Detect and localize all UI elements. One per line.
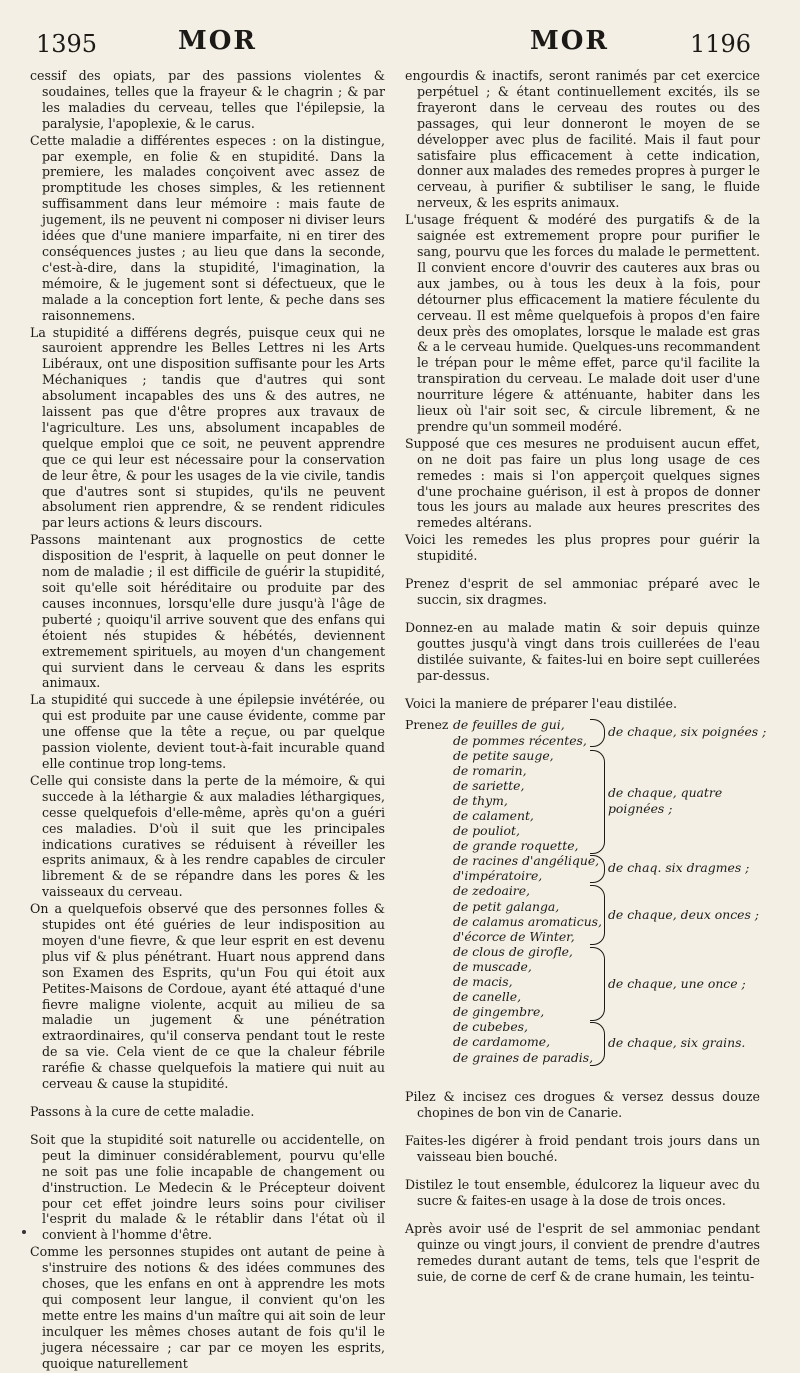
brace-bracket — [590, 855, 605, 883]
dose-label: de chaq. six dragmes ; — [608, 860, 750, 876]
recipe-item: de romarin, — [453, 762, 527, 778]
recipe-item: de zedoaire, — [453, 883, 530, 899]
paragraph: Cette maladie a différentes especes : on la distingue, par exemple, en folie & en stupidité. Dans la premiere, les malades conçoivent avec assez de promptitude les choses simples, & les retiennent suffisamment dans leur mémoire : mais faute de jugement, ils ne peuvent ni composer ni diviser leurs idées que d'une maniere imparfaite, ni en tirer des conséquences justes ; au lieu que dans la seconde, c'est-à-dire, dans la stupidité, l'imagination, la mémoire, & le jugement sont si défectueux, que le malade a la conception fort lente, & peche dans ses raisonnemens. — [30, 132, 385, 323]
recipe-item: de calamus aromaticus, — [453, 913, 602, 929]
recipe-item: d'impératoire, — [453, 868, 543, 884]
paragraph: On a quelquefois observé que des personnes folles & stupides ont été guéries de leur indisposition au moyen d'une fievre, & que leur esprit en est devenu plus vif & plus pénétrant. Huart nous apprend dans son Examen des Esprits, qu'un Fou qui étoit aux Petites-Maisons de Cordoue, ayant été attaqué d'une fievre maligne violente, acquit au milieu de sa maladie un jugement & une pénétration extraordinaires, qu'il conserva pendant tout le reste de sa vie. Cela vient de ce que la chaleur fébrile raréfie & chasse quelquefois la matiere qui nuit au cerveau & cause la stupidité. — [30, 901, 385, 1092]
dose-label: de chaque, deux onces ; — [608, 907, 759, 923]
brace-bracket — [590, 885, 605, 945]
paragraph: Passons maintenant aux prognostics de cette disposition de l'esprit, à laquelle on peut donner le nom de maladie ; il est difficile de guérir la stupidité, soit qu'elle soit héréditaire ou produite par des causes inconnues, lorsqu'elle dure jusqu'à l'âge de puberté ; quoiqu'il arrive souvent que des enfans qui étoient nés stupides & hébétés, deviennent extremement spirituels, au moyen d'un changement qui survient dans le cerveau & dans les esprits animaux. — [30, 532, 385, 691]
paragraph: Pilez & incisez ces drogues & versez dessus douze chopines de bon vin de Canarie. — [405, 1089, 760, 1121]
brace-bracket — [590, 947, 605, 1021]
recipe-item: de pommes récentes, — [453, 732, 587, 748]
paragraph: La stupidité qui succede à une épilepsie invétérée, ou qui est produite par une cause évidente, comme par une offense que la tête a reçue, ou par quelque passion violente, devient tout-à-fait incurable quand elle continue trop long-tems. — [30, 692, 385, 771]
recipe-item: de feuilles de gui, — [453, 717, 565, 733]
prescription: Prenez d'esprit de sel ammoniac préparé avec le succin, six dragmes. — [405, 576, 760, 607]
recipe-item: de muscade, — [453, 958, 532, 974]
recipe-item: de gingembre, — [453, 1004, 545, 1020]
recipe-item: de racines d'angélique, — [453, 853, 600, 869]
paragraph: L'usage fréquent & modéré des purgatifs & de la saignée est extremement propre pour purifier le sang, pourvu que les forces du malade le permettent. Il convient encore d'ouvrir des cauteres aux bras ou aux jambes, ou à tous les deux à la fois, pour détourner plus efficacement la matiere féculente du cerveau. Il est même quelquefois à propos d'en faire deux près des omoplates, lorsque le malade est gras & a le cerveau humide. Quelques-uns recommandent le trépan pour le même effet, parce qu'il facilite la transpiration du cerveau. Le malade doit user d'une nourriture légere & atténuante, habiter dans les lieux où l'air soit sec, & circule librement, & ne prendre qu'un sommeil modéré. — [405, 212, 760, 434]
paragraph: Comme les personnes stupides ont autant de peine à s'instruire des notions & des idées communes des choses, que les enfans en ont à apprendre les mots qui composent leur langue, il convient qu'on les mette entre les mains d'un maître qui ait soin de leur inculquer les mêmes choses autant de fois qu'il le jugera nécessaire ; car par ce moyen les esprits, quoique naturellement — [30, 1244, 385, 1371]
recipe-lead: Prenez — [405, 717, 449, 733]
dose-label: de chaque, une once ; — [608, 976, 746, 992]
recipe-item: de pouliot, — [453, 823, 520, 839]
page-number-right: 1196 — [690, 30, 752, 58]
dose-label: de chaque, quatre poignées ; — [608, 785, 723, 817]
paragraph: Faites-les digérer à froid pendant trois jours dans un vaisseau bien bouché. — [405, 1133, 760, 1165]
recipe-item: de calament, — [453, 808, 534, 823]
paragraph: Soit que la stupidité soit naturelle ou accidentelle, on peut la diminuer considérablement, pourvu qu'elle ne soit pas une folie incapable de changement ou d'instruction. Le Medecin & le Précepteur doivent pour cet effet joindre leurs soins pour civiliser l'esprit du malade & le rétablir dans l'état où il convient à l'homme d'être. — [30, 1131, 385, 1243]
recipe-item: de macis, — [453, 974, 513, 990]
brace-bracket — [590, 1022, 605, 1066]
section-heading: Passons à la cure de cette maladie. — [30, 1104, 255, 1119]
running-head-right: MOR — [530, 26, 610, 56]
paragraph: Donnez-en au malade matin & soir depuis quinze gouttes jusqu'à vingt dans trois cuillerées de l'eau distilée suivante, & faites-lui en boire sept cuillerées par-dessus. — [405, 619, 760, 683]
paragraph: La stupidité a différens degrés, puisque ceux qui ne sauroient apprendre les Belles Lettres ni les Arts Libéraux, ont une disposition suffisante pour les Arts Méchaniques ; tandis que d'autres qui sont absolument incapables des uns & des autres, ne laissent pas que d'être propres aux travaux de l'agriculture. Les uns, absolument incapables de quelque emploi que ce soit, ne peuvent apprendre que ce qui leur est nécessaire pour la conservation de leur être, & pour les usages de la vie civile, tandis que d'autres sont si stupides, qu'ils ne peuvent absolument rien apprendre, & se rendent ridicules par leurs actions & leurs discours. — [30, 324, 385, 531]
recipe-item: de cardamome, — [453, 1034, 551, 1050]
dose-label: de chaque, six poignées ; — [608, 724, 767, 740]
running-head-left: MOR — [178, 26, 258, 56]
paragraph: cessif des opiats, par des passions violentes & soudaines, telles que la frayeur & le chagrin ; & par les maladies du cerveau, telles que l'épilepsie, la paralysie, l'apoplexie, & le carus. — [30, 68, 385, 131]
recipe-item: de graines de paradis, — [453, 1049, 594, 1065]
paragraph: Distilez le tout ensemble, édulcorez la liqueur avec du sucre & faites-en usage à la dose de trois onces. — [405, 1177, 760, 1208]
brace-bracket — [590, 750, 605, 854]
paragraph: Celle qui consiste dans la perte de la mémoire, & qui succede à la léthargie & aux maladies léthargiques, cesse quelquefois d'elle-même, après qu'on a guéri ces maladies. D'où il suit que les principales indications curatives se réduisent à réveiller les esprits animaux, & à les rendre capables de circuler librement & de se répandre dans les pores & les vaisseaux du cerveau. — [30, 772, 385, 900]
recipe-item: de thym, — [453, 792, 508, 808]
recipe-table — [405, 717, 767, 1077]
recipe-item: de sariette, — [453, 777, 525, 793]
recipe-item: de cubebes, — [453, 1019, 528, 1035]
left-column — [30, 68, 385, 1373]
paragraph: Voici les remedes les plus propres pour guérir la stupidité. — [405, 532, 760, 564]
paragraph: engourdis & inactifs, seront ranimés par cet exercice perpétuel ; & étant continuellement excités, ils se frayeront dans le cerveau des routes ou des passages, qui leur donneront le moyen de se développer avec plus de facilité. Mais il faut pour satisfaire plus efficacement à cette indication, donner aux malades des remedes propres à purger le cerveau, à purifier & subtiliser le sang, le fluide nerveux, & les esprits animaux. — [405, 68, 760, 211]
dose-label: de chaque, six grains. — [608, 1035, 746, 1051]
recipe-item: de petit galanga, — [453, 898, 560, 914]
recipe-item: de petite sauge, — [453, 747, 554, 763]
right-column — [405, 68, 767, 1286]
recipe-item: de clous de girofle, — [453, 943, 573, 959]
recipe-item: de canelle, — [453, 989, 522, 1005]
page-number-left: 1395 — [36, 30, 98, 58]
recipe-item: d'écorce de Winter, — [453, 928, 575, 944]
paragraph: Supposé que ces mesures ne produisent aucun effet, on ne doit pas faire un plus long usage de ces remedes : mais si l'on apperçoit quelques signes d'une prochaine guérison, il est à propos de donner tous les jours au malade aux heures prescrites des remedes altérans. — [405, 435, 760, 531]
paragraph: Voici la maniere de préparer l'eau distilée. — [405, 695, 677, 711]
recipe-item: de grande roquette, — [453, 838, 579, 854]
paragraph: Après avoir usé de l'esprit de sel ammoniac pendant quinze ou vingt jours, il convient de prendre d'autres remedes durant autant de tems, tels que l'esprit de suie, de corne de cerf & de crane humain, les teintu- — [405, 1220, 760, 1284]
recipe-items — [453, 717, 602, 1065]
brace-bracket — [590, 719, 605, 747]
ink-speck — [22, 1230, 26, 1234]
